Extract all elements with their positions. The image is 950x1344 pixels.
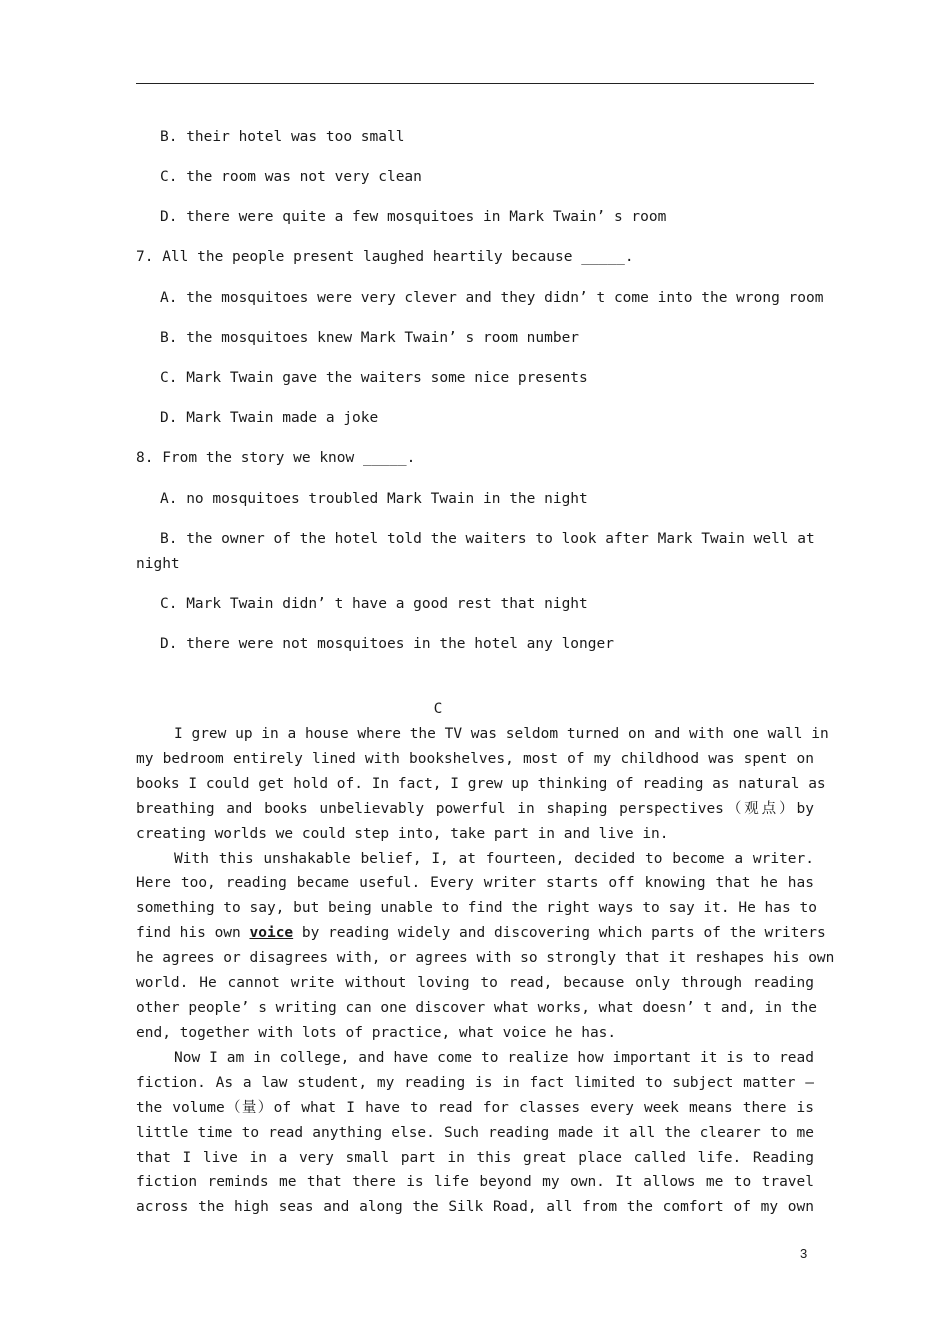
paragraph-line: little time to read anything else. Such reading made it all the clearer to me bbox=[136, 1124, 814, 1141]
q7-stem: 7. All the people present laughed heartily because _____. bbox=[136, 249, 634, 265]
paragraph-line: fiction reminds me that there is life beyond my own. It allows me to travel bbox=[136, 1174, 814, 1191]
paragraph-line: my bedroom entirely lined with bookshelves, most of my childhood was spent on bbox=[136, 750, 814, 767]
paragraph-line: breathing and books unbelievably powerful in shaping perspectives（观点）by bbox=[136, 800, 814, 817]
paragraph-line: that I live in a very small part in this great place called life. Reading bbox=[136, 1149, 814, 1166]
line-text-after: by reading widely and discovering which parts of the writers bbox=[293, 925, 826, 942]
paragraph-line: he agrees or disagrees with, or agrees with so strongly that it reshapes his own bbox=[136, 950, 835, 967]
paragraph-line: I grew up in a house where the TV was seldom turned on and with one wall in bbox=[174, 726, 829, 742]
paragraph-line: creating worlds we could step into, take part in and live in. bbox=[136, 825, 669, 842]
header-rule bbox=[136, 83, 814, 84]
passage-paragraph-2 bbox=[136, 847, 835, 1046]
q8-option-a: A. no mosquitoes troubled Mark Twain in the night bbox=[160, 491, 588, 507]
q8-option-b: B. the owner of the hotel told the waiters to look after Mark Twain well at bbox=[160, 531, 815, 547]
keyword-voice: voice bbox=[249, 925, 294, 942]
q7-option-b: B. the mosquitoes knew Mark Twain’ s room number bbox=[160, 330, 580, 346]
passage-paragraph-3 bbox=[136, 1046, 814, 1220]
paragraph-line: end, together with lots of practice, what voice he has. bbox=[136, 1024, 617, 1041]
paragraph-line: world. He cannot write without loving to read, because only through reading bbox=[136, 974, 814, 991]
q8-stem: 8. From the story we know _____. bbox=[136, 450, 416, 466]
paragraph-line: the volume（量）of what I have to read for classes every week means there is bbox=[136, 1099, 814, 1116]
paragraph-line: With this unshakable belief, I, at fourteen, decided to become a writer. bbox=[174, 850, 814, 867]
q8-option-b-continuation: night bbox=[136, 556, 180, 572]
q7-option-c: C. Mark Twain gave the waiters some nice presents bbox=[160, 370, 588, 386]
q7-option-d: D. Mark Twain made a joke bbox=[160, 410, 379, 426]
page-number: 3 bbox=[800, 1246, 808, 1261]
paragraph-line: something to say, but being unable to find the right ways to say it. He has to bbox=[136, 900, 817, 917]
paragraph-line: books I could get hold of. In fact, I grew up thinking of reading as natural as bbox=[136, 775, 826, 792]
q8-option-c: C. Mark Twain didn’ t have a good rest that night bbox=[160, 596, 588, 612]
passage-paragraph-1 bbox=[136, 722, 829, 846]
passage-title: C bbox=[433, 701, 443, 717]
line-text-before: find his own bbox=[136, 925, 250, 942]
paragraph-line: across the high seas and along the Silk Road, all from the comfort of my own bbox=[136, 1199, 814, 1216]
q6-option-b: B. their hotel was too small bbox=[160, 129, 405, 145]
paragraph-line: Now I am in college, and have come to realize how important it is to read bbox=[174, 1050, 814, 1066]
paragraph-line: fiction. As a law student, my reading is in fact limited to subject matter — bbox=[136, 1074, 814, 1091]
q6-option-c: C. the room was not very clean bbox=[160, 169, 422, 185]
paragraph-line: Here too, reading became useful. Every writer starts off knowing that he has bbox=[136, 875, 814, 892]
paragraph-line: other people’ s writing can one discover what works, what doesn’ t and, in the bbox=[136, 999, 817, 1016]
paragraph-line-with-keyword bbox=[136, 921, 826, 946]
q7-option-a: A. the mosquitoes were very clever and they didn’ t come into the wrong room bbox=[160, 290, 824, 306]
q8-option-d: D. there were not mosquitoes in the hotel any longer bbox=[160, 636, 614, 652]
q6-option-d: D. there were quite a few mosquitoes in Mark Twain’ s room bbox=[160, 209, 667, 225]
